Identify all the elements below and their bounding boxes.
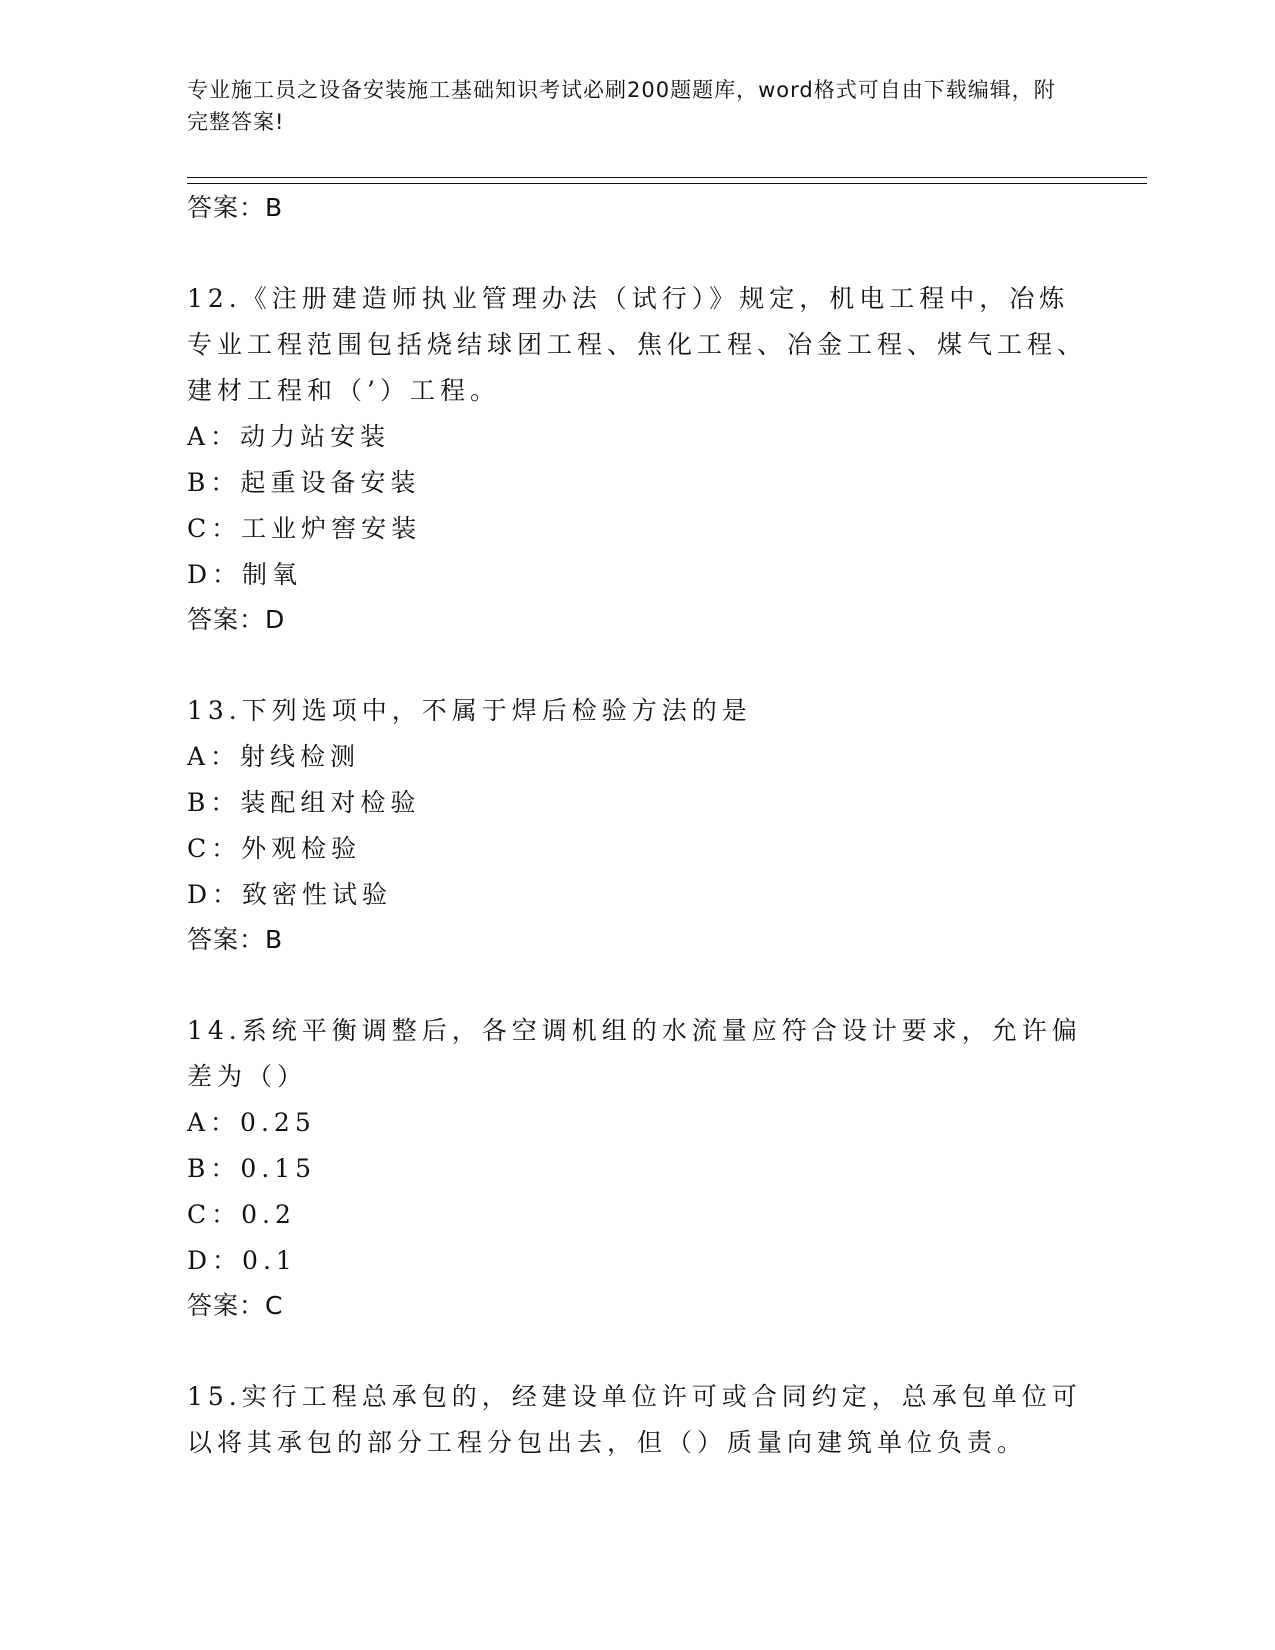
- question-text: 15.实行工程总承包的，经建设单位许可或合同约定，总承包单位可以将其承包的部分工程分包出去，但（）质量向建筑单位负责。: [187, 1382, 1082, 1457]
- option-a: A：动力站安装: [187, 422, 391, 451]
- option-d: D：致密性试验: [187, 880, 393, 909]
- question-13: [187, 688, 1087, 962]
- header-title: 专业施工员之设备安装施工基础知识考试必刷200题题库，word格式可自由下载编辑，附完整答案!: [187, 78, 1056, 134]
- option-a: A：射线检测: [187, 742, 361, 771]
- option-b: B：0.15: [187, 1154, 317, 1183]
- answer-line: 答案：B: [187, 193, 284, 222]
- option-d: D：制氧: [187, 560, 303, 589]
- answer-line: 答案：D: [187, 605, 286, 634]
- question-list: [187, 186, 1087, 1466]
- header-rule-top: [187, 177, 1147, 178]
- answer-line: 答案：C: [187, 1291, 284, 1320]
- question-text: 14.系统平衡调整后，各空调机组的水流量应符合设计要求，允许偏差为（）: [187, 1016, 1082, 1091]
- answer-line: 答案：B: [187, 925, 284, 954]
- question-14: [187, 1008, 1087, 1328]
- question-text: 13.下列选项中，不属于焊后检验方法的是: [187, 696, 752, 725]
- question-12: [187, 276, 1087, 642]
- option-c: C：0.2: [187, 1200, 296, 1229]
- question-text: 12.《注册建造师执业管理办法（试行）》规定，机电工程中，冶炼专业工程范围包括烧结球团工程、焦化工程、冶金工程、煤气工程、建材工程和（’）工程。: [187, 284, 1088, 405]
- option-b: B：起重设备安装: [187, 468, 421, 497]
- option-a: A：0.25: [187, 1108, 316, 1137]
- header-rule-bottom: [187, 183, 1147, 184]
- option-c: C：工业炉窖安装: [187, 514, 422, 543]
- option-d: D：0.1: [187, 1246, 297, 1275]
- option-b: B：装配组对检验: [187, 788, 421, 817]
- question-15: [187, 1374, 1087, 1466]
- document-header: [187, 74, 1067, 138]
- option-c: C：外观检验: [187, 834, 362, 863]
